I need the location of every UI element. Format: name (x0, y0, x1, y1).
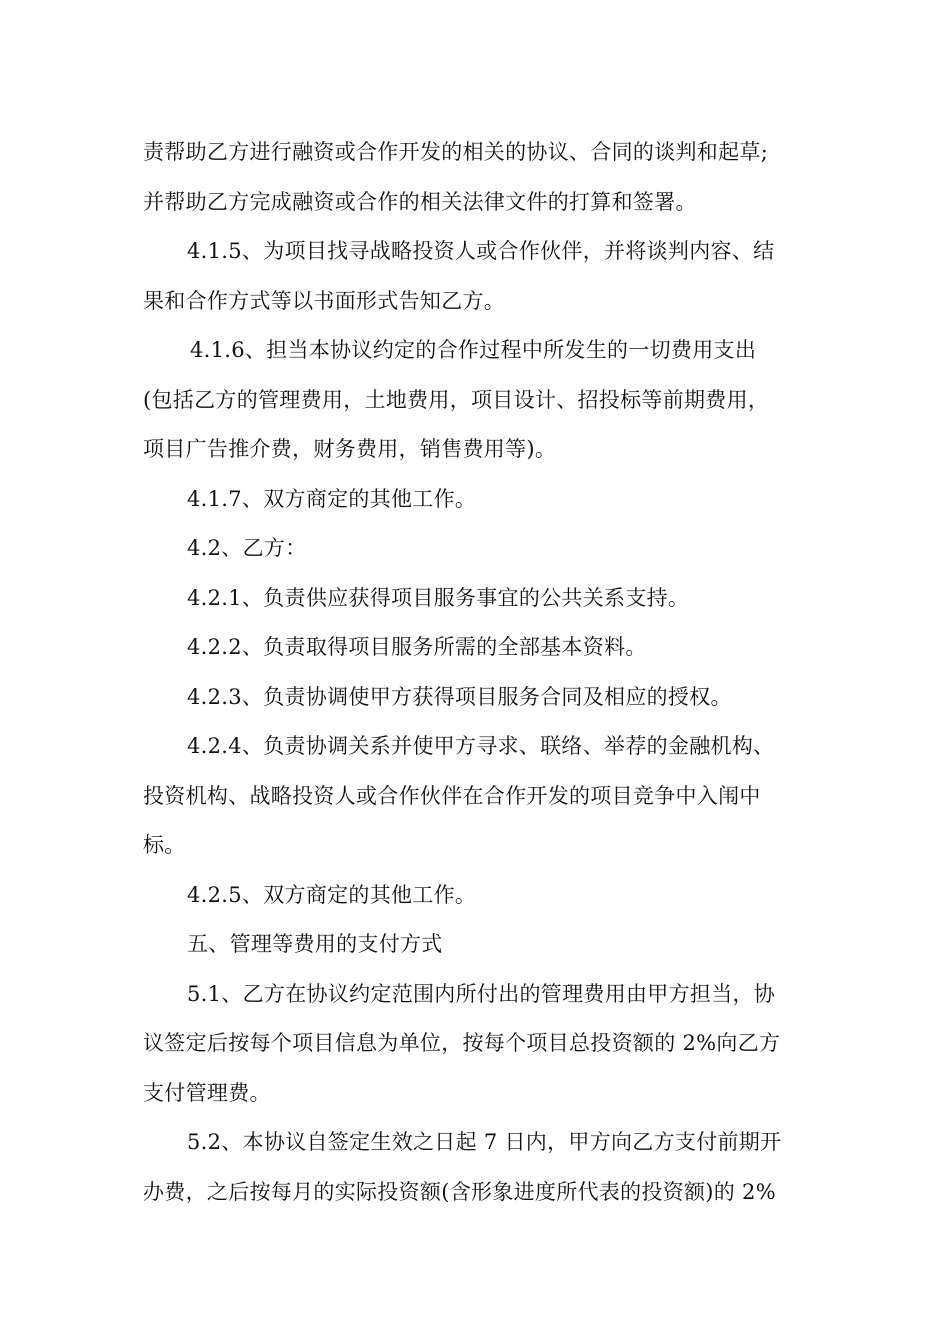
text-line: 议签定后按每个项目信息为单位，按每个项目总投资额的 2%向乙方 (143, 1031, 781, 1055)
clause-4-2-2-line: 4.2.2、负责取得项目服务所需的全部基本资料。 (187, 635, 647, 659)
text-line: 果和合作方式等以书面形式告知乙方。 (143, 288, 506, 313)
clause-4-1-5-line: 4.1.5、为项目找寻战略投资人或合作伙伴，并将谈判内容、结 (187, 239, 775, 263)
text-line: 办费，之后按每月的实际投资额(含形象进度所代表的投资额)的 2% (143, 1179, 776, 1204)
clause-5-1-line: 5.1、乙方在协议约定范围内所付出的管理费用由甲方担当，协 (187, 981, 776, 1006)
section-5-heading: 五、管理等费用的支付方式 (187, 932, 443, 956)
clause-5-2-line: 5.2、本协议自签定生效之日起 7 日内，甲方向乙方支付前期开 (187, 1130, 782, 1154)
text-line: (包括乙方的管理费用，土地费用，项目设计、招投标等前期费用， (143, 387, 770, 412)
text-line: 责帮助乙方进行融资或合作开发的相关的协议、合同的谈判和起草; (143, 140, 769, 164)
clause-4-2-heading: 4.2、乙方： (187, 536, 307, 560)
clause-4-1-6-line: 4.1.6、担当本协议约定的合作过程中所发生的一切费用支出 (190, 338, 757, 362)
clause-4-2-1-line: 4.2.1、负责供应获得项目服务事宜的公共关系支持。 (187, 585, 690, 610)
clause-4-1-7-line: 4.1.7、双方商定的其他工作。 (187, 486, 477, 511)
text-line: 标。 (143, 833, 186, 857)
document-body (143, 128, 815, 1217)
clause-4-2-4-line: 4.2.4、负责协调关系并使甲方寻求、联络、举荐的金融机构、 (187, 734, 775, 758)
clause-4-2-3-line: 4.2.3、负责协调使甲方获得项目服务合同及相应的授权。 (187, 684, 732, 709)
text-line: 项目广告推介费，财务费用，销售费用等)。 (143, 437, 557, 461)
text-line: 支付管理费。 (143, 1080, 271, 1105)
text-line: 投资机构、战略投资人或合作伙伴在合作开发的项目竞争中入闱中 (143, 783, 761, 808)
clause-4-2-5-line: 4.2.5、双方商定的其他工作。 (187, 882, 477, 907)
text-line: 并帮助乙方完成融资或合作的相关法律文件的打算和签署。 (143, 189, 697, 214)
